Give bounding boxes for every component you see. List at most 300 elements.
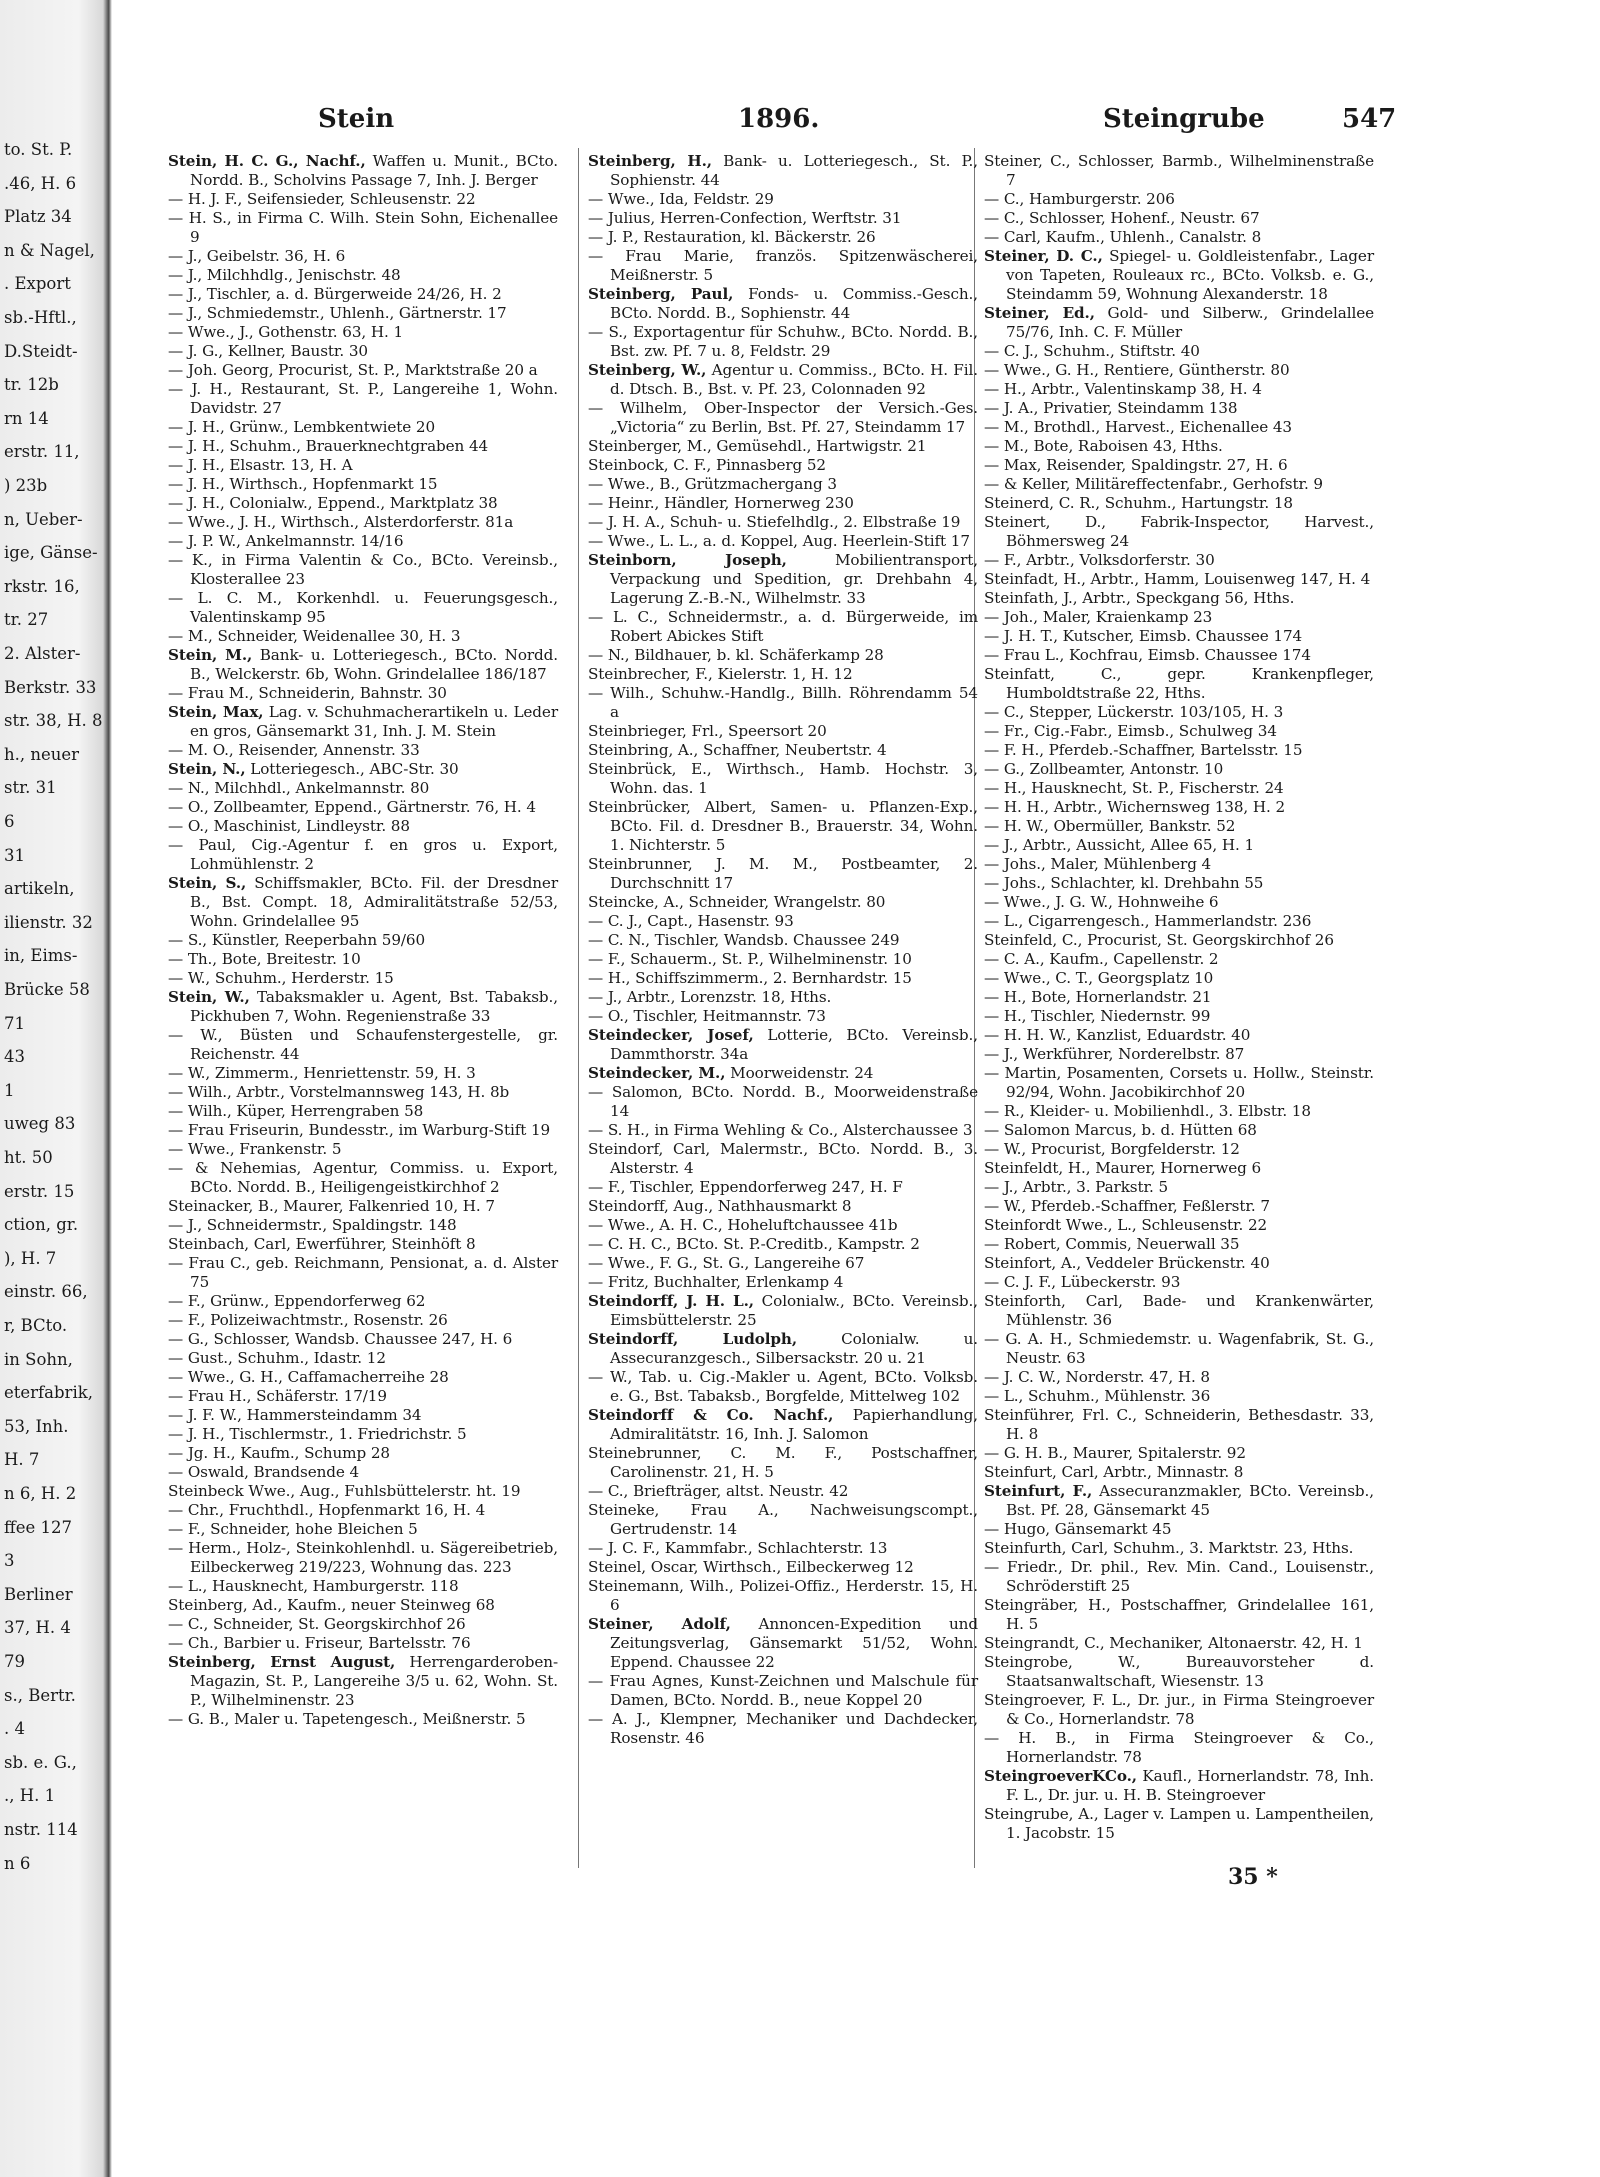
entry-text: Bank- u. Lotteriegesch., BCto. Nordd. B., Welckerstr. 6b, Wohn. Grindelallee 186/187 (190, 646, 559, 683)
entry-text: — J. H., Tischlermstr., 1. Friedrichstr. 5 (168, 1425, 467, 1443)
entry-text: — C. J., Schuhm., Stiftstr. 40 (984, 342, 1200, 360)
directory-entry (588, 1064, 978, 1083)
directory-entry (168, 1444, 558, 1463)
entry-text: — F., Polizeiwachtmstr., Rosenstr. 26 (168, 1311, 448, 1329)
entry-text: — F., Schneider, hohe Bleichen 5 (168, 1520, 418, 1538)
entry-text: — G. A. H., Schmiedemstr. u. Wagenfabrik, St. G., Neustr. 63 (984, 1330, 1374, 1367)
entry-text: — C., Schlosser, Hohenf., Neustr. 67 (984, 209, 1260, 227)
fragment-line: ., H. 1 (4, 1786, 56, 1806)
directory-entry (168, 1311, 558, 1330)
entry-name: Stein, H. C. G., Nachf., (168, 152, 366, 170)
entry-name: Steindorff & Co. Nachf., (588, 1406, 834, 1424)
entry-text: — J. F. W., Hammersteindamm 34 (168, 1406, 422, 1424)
directory-entry (168, 1254, 558, 1292)
fragment-line: r, BCto. (4, 1316, 68, 1335)
directory-entry (168, 760, 558, 779)
directory-entry (168, 1596, 558, 1615)
entry-text: — Frau L., Kochfrau, Eimsb. Chaussee 174 (984, 646, 1311, 664)
directory-entry (168, 1121, 558, 1140)
directory-entry (588, 893, 978, 912)
directory-entry (984, 456, 1374, 475)
entry-text: — J. G., Kellner, Baustr. 30 (168, 342, 368, 360)
entry-text: — W., Büsten und Schaufenstergestelle, gr. Reichenstr. 44 (168, 1026, 558, 1063)
fragment-line: ) 23b (4, 476, 48, 495)
entry-text: Lag. v. Schuhmacherartikeln u. Leder en gros, Gänsemarkt 31, Inh. J. M. Stein (190, 703, 558, 740)
entry-text: — F., Tischler, Eppendorferweg 247, H. F (588, 1178, 903, 1196)
entry-text: — S. H., in Firma Wehling & Co., Alsterchaussee 3 (588, 1121, 973, 1139)
entry-text: — Salomon Marcus, b. d. Hütten 68 (984, 1121, 1257, 1139)
entry-text: — Frau M., Schneiderin, Bahnstr. 30 (168, 684, 447, 702)
entry-text: — C. H. C., BCto. St. P.-Creditb., Kampstr. 2 (588, 1235, 920, 1253)
entry-text: — J. H., Grünw., Lembkentwiete 20 (168, 418, 436, 436)
fragment-line: ), H. 7 (4, 1248, 57, 1268)
directory-entry (984, 627, 1374, 646)
entry-text: — Wilh., Arbtr., Vorstelmannsweg 143, H. 8b (168, 1083, 510, 1101)
directory-entry (588, 1710, 978, 1748)
entry-text: — W., Pferdeb.-Schaffner, Feßlerstr. 7 (984, 1197, 1270, 1215)
fragment-line: Platz 34 (4, 207, 72, 227)
directory-entry (588, 1254, 978, 1273)
directory-entry (984, 1444, 1374, 1463)
entry-text: Steinführer, Frl. C., Schneiderin, Bethesdastr. 33, H. 8 (984, 1406, 1374, 1443)
directory-entry (588, 1444, 978, 1482)
directory-entry (588, 190, 978, 209)
directory-entry (588, 1615, 978, 1672)
directory-entry (984, 779, 1374, 798)
directory-entry (588, 1577, 978, 1615)
directory-entry (168, 437, 558, 456)
entry-name: Steindecker, M., (588, 1064, 726, 1082)
entry-text: Steinemann, Wilh., Polizei-Offiz., Herderstr. 15, H. 6 (588, 1577, 978, 1614)
directory-entry (168, 1349, 558, 1368)
directory-entry (168, 1197, 558, 1216)
entry-text: — H. S., in Firma C. Wilh. Stein Sohn, Eichenallee 9 (168, 209, 558, 246)
directory-entry (984, 1558, 1374, 1596)
entry-text: — J., Geibelstr. 36, H. 6 (168, 247, 346, 265)
entry-text: — Wwe., G. H., Caffamacherreihe 28 (168, 1368, 449, 1386)
directory-entry (168, 874, 558, 931)
directory-entry (588, 798, 978, 855)
directory-entry (168, 988, 558, 1026)
directory-entry (168, 380, 558, 418)
entry-text: — Frau H., Schäferstr. 17/19 (168, 1387, 387, 1405)
directory-entry (588, 1672, 978, 1710)
page-header (118, 104, 1528, 144)
entry-text: Steinel, Oscar, Wirthsch., Eilbeckerweg 12 (588, 1558, 914, 1576)
directory-entry (168, 1216, 558, 1235)
entry-name: Steindorff, Ludolph, (588, 1330, 798, 1348)
entry-text: — R., Kleider- u. Mobilienhdl., 3. Elbstr. 18 (984, 1102, 1311, 1120)
entry-text: — J. C. F., Kammfabr., Schlachterstr. 13 (588, 1539, 888, 1557)
entry-text: Steinbrecher, F., Kielerstr. 1, H. 12 (588, 665, 853, 683)
directory-entry (984, 190, 1374, 209)
fragment-line: 6 (4, 812, 15, 831)
entry-text: Steinbrieger, Frl., Speersort 20 (588, 722, 827, 740)
entry-text: — Frau Marie, französ. Spitzenwäscherei, Meißnerstr. 5 (588, 247, 978, 284)
directory-entry (168, 1615, 558, 1634)
entry-text: — Wwe., C. T., Georgsplatz 10 (984, 969, 1214, 987)
directory-entry (984, 209, 1374, 228)
entry-text: — Joh. Georg, Procurist, St. P., Marktstraße 20 a (168, 361, 538, 379)
directory-entry (168, 589, 558, 627)
entry-text: — W., Schuhm., Herderstr. 15 (168, 969, 394, 987)
directory-entry (984, 893, 1374, 912)
entry-text: — C. J., Capt., Hasenstr. 93 (588, 912, 794, 930)
directory-entry (168, 1368, 558, 1387)
entry-text: Bank- u. Lotteriegesch., St. P., Sophienstr. 44 (610, 152, 978, 189)
fragment-line: n 6 (4, 1853, 31, 1873)
entry-text: Mobilientransport, Verpackung und Spedition, gr. Drehbahn 4, Lagerung Z.-B.-N., Wilhelmstr. 33 (610, 551, 978, 607)
directory-entry (588, 1235, 978, 1254)
directory-entry (984, 817, 1374, 836)
entry-text: Lotteriegesch., ABC-Str. 30 (250, 760, 459, 778)
directory-entry (984, 1539, 1374, 1558)
entry-text: — Wilh., Schuhw.-Handlg., Billh. Röhrendamm 54 a (588, 684, 978, 721)
entry-text: — G. H. B., Maurer, Spitalerstr. 92 (984, 1444, 1246, 1462)
entry-text: — J., Arbtr., 3. Parkstr. 5 (984, 1178, 1169, 1196)
entry-text: Steinbeck Wwe., Aug., Fuhlsbüttelerstr. ht. 19 (168, 1482, 521, 1500)
directory-entry (588, 532, 978, 551)
directory-entry (984, 418, 1374, 437)
directory-entry (588, 1406, 978, 1444)
directory-entry (984, 1463, 1374, 1482)
directory-entry (984, 912, 1374, 931)
directory-entry (168, 798, 558, 817)
directory-entry (984, 1330, 1374, 1368)
fragment-line: n, Ueber- (4, 509, 83, 529)
directory-entry (984, 969, 1374, 988)
fragment-line: tr. 12b (4, 375, 59, 395)
directory-entry (588, 1121, 978, 1140)
entry-text: — Robert, Commis, Neuerwall 35 (984, 1235, 1240, 1253)
fragment-line: in, Eims- (4, 946, 78, 966)
entry-text: — F., Schauerm., St. P., Wilhelminenstr. 10 (588, 950, 912, 968)
directory-entry (588, 475, 978, 494)
entry-text: Steingroever, F. L., Dr. jur., in Firma Steingroever & Co., Hornerlandstr. 78 (984, 1691, 1374, 1728)
entry-text: — Frau C., geb. Reichmann, Pensionat, a. d. Alster 75 (168, 1254, 558, 1291)
directory-entry (588, 1178, 978, 1197)
entry-text: Steinbrücker, Albert, Samen- u. Pflanzen-Exp., BCto. Fil. d. Dresdner B., Brauerstr. 34, Wohn. 1. Nichterstr. 5 (588, 798, 978, 854)
entry-text: — Joh., Maler, Kraienkamp 23 (984, 608, 1213, 626)
entry-text: Steinbach, Carl, Ewerführer, Steinhöft 8 (168, 1235, 476, 1253)
fragment-line: n 6, H. 2 (4, 1484, 77, 1503)
entry-text: — Ch., Barbier u. Friseur, Bartelsstr. 76 (168, 1634, 471, 1652)
directory-entry (588, 1482, 978, 1501)
directory-entry (168, 152, 558, 190)
column-2 (588, 152, 978, 1748)
directory-entry (588, 608, 978, 646)
entry-text: — C., Hamburgerstr. 206 (984, 190, 1175, 208)
entry-text: — J. H., Wirthsch., Hopfenmarkt 15 (168, 475, 438, 493)
directory-entry (588, 1330, 978, 1368)
fragment-line: rkstr. 16, (4, 576, 80, 596)
directory-entry (984, 361, 1374, 380)
directory-entry (168, 247, 558, 266)
directory-entry (984, 1767, 1374, 1805)
entry-text: — Hugo, Gänsemarkt 45 (984, 1520, 1172, 1538)
directory-entry (168, 741, 558, 760)
directory-entry (168, 1159, 558, 1197)
entry-text: — C. J. F., Lübeckerstr. 93 (984, 1273, 1181, 1291)
entry-text: — H. B., in Firma Steingroever & Co., Hornerlandstr. 78 (984, 1729, 1374, 1766)
entry-text: Steinfurth, Carl, Schuhm., 3. Marktstr. 23, Hths. (984, 1539, 1354, 1557)
directory-entry (588, 931, 978, 950)
entry-text: Steinfath, J., Arbtr., Speckgang 56, Hths. (984, 589, 1295, 607)
directory-entry (588, 456, 978, 475)
entry-text: — N., Bildhauer, b. kl. Schäferkamp 28 (588, 646, 884, 664)
entry-text: — L. C. M., Korkenhdl. u. Feuerungsgesch., Valentinskamp 95 (168, 589, 558, 626)
directory-entry (168, 931, 558, 950)
entry-text: — Wwe., Ida, Feldstr. 29 (588, 190, 774, 208)
entry-text: Assecuranzmakler, BCto. Vereinsb., Bst. Pf. 28, Gänsemarkt 45 (1006, 1482, 1374, 1519)
directory-entry (984, 1387, 1374, 1406)
fragment-line: ht. 50 (4, 1148, 53, 1167)
fragment-line: ction, gr. (4, 1215, 79, 1235)
directory-entry (168, 1064, 558, 1083)
entry-text: — Wwe., G. H., Rentiere, Güntherstr. 80 (984, 361, 1290, 379)
entry-text: — Martin, Posamenten, Corsets u. Hollw., Steinstr. 92/94, Wohn. Jacobikirchhof 20 (984, 1064, 1374, 1101)
fragment-line: . Export (4, 274, 71, 294)
entry-text: — Wilh., Küper, Herrengraben 58 (168, 1102, 424, 1120)
fragment-line: tr. 27 (4, 610, 49, 630)
header-left-keyword: Stein (318, 104, 395, 134)
directory-entry (984, 988, 1374, 1007)
header-right-keyword: Steingrube (1103, 104, 1265, 134)
directory-entry (168, 1140, 558, 1159)
directory-entry (588, 741, 978, 760)
directory-entry (168, 209, 558, 247)
directory-entry (168, 1330, 558, 1349)
entry-name: Steinfurt, F., (984, 1482, 1093, 1500)
entry-text: — J. H., Colonialw., Eppend., Marktplatz 38 (168, 494, 498, 512)
directory-entry (588, 1558, 978, 1577)
entry-text: — F. H., Pferdeb.-Schaffner, Bartelsstr. 15 (984, 741, 1303, 759)
directory-entry (984, 1064, 1374, 1102)
column-3 (984, 152, 1374, 1843)
fragment-line: sb.-Hftl., (4, 308, 77, 327)
page-number: 547 (1342, 104, 1397, 134)
entry-text: — O., Zollbeamter, Eppend., Gärtnerstr. 76, H. 4 (168, 798, 536, 816)
entry-text: Steingrandt, C., Mechaniker, Altonaerstr. 42, H. 1 (984, 1634, 1363, 1652)
directory-entry (984, 1197, 1374, 1216)
entry-text: Papierhandlung, Admiralitätstr. 16, Inh. J. Salomon (610, 1406, 978, 1443)
fragment-line: uweg 83 (4, 1114, 76, 1134)
entry-text: — Chr., Fruchthdl., Hopfenmarkt 16, H. 4 (168, 1501, 486, 1519)
fragment-line: Berliner (4, 1584, 73, 1604)
directory-entry (168, 285, 558, 304)
entry-text: Steincke, A., Schneider, Wrangelstr. 80 (588, 893, 886, 911)
directory-entry (984, 1273, 1374, 1292)
directory-entry (984, 1634, 1374, 1653)
directory-entry (984, 703, 1374, 722)
entry-text: — J., Werkführer, Norderelbstr. 87 (984, 1045, 1245, 1063)
entry-text: Steinfadt, H., Arbtr., Hamm, Louisenweg 147, H. 4 (984, 570, 1371, 588)
entry-text: Colonialw. u. Assecuranzgesch., Silbersackstr. 20 u. 21 (610, 1330, 978, 1367)
directory-entry (984, 1482, 1374, 1520)
directory-entry (984, 931, 1374, 950)
directory-entry (168, 684, 558, 703)
directory-entry (984, 1653, 1374, 1691)
entry-text: Steinfeldt, H., Maurer, Hornerweg 6 (984, 1159, 1262, 1177)
directory-entry (168, 627, 558, 646)
entry-text: — H. H., Arbtr., Wichernsweg 138, H. 2 (984, 798, 1286, 816)
directory-entry (984, 1292, 1374, 1330)
entry-text: Schiffsmakler, BCto. Fil. der Dresdner B., Bst. Compt. 18, Admiralitätstraße 52/53, Wohn. Grindelallee 95 (190, 874, 558, 930)
directory-entry (984, 1026, 1374, 1045)
directory-entry (984, 760, 1374, 779)
directory-entry (588, 209, 978, 228)
entry-text: Steingräber, H., Postschaffner, Grindelallee 161, H. 5 (984, 1596, 1374, 1633)
directory-entry (168, 1501, 558, 1520)
directory-entry (984, 494, 1374, 513)
directory-entry (168, 1235, 558, 1254)
entry-text: — Friedr., Dr. phil., Rev. Min. Cand., Louisenstr., Schröderstift 25 (984, 1558, 1374, 1595)
directory-entry (984, 874, 1374, 893)
directory-entry (588, 1273, 978, 1292)
entry-text: — Wwe., J., Gothenstr. 63, H. 1 (168, 323, 404, 341)
directory-entry (984, 1691, 1374, 1729)
directory-entry (168, 361, 558, 380)
fragment-line: .46, H. 6 (4, 173, 77, 193)
entry-text: — S., Künstler, Reeperbahn 59/60 (168, 931, 426, 949)
entry-text: — F., Grünw., Eppendorferweg 62 (168, 1292, 426, 1310)
entry-name: Steinberg, Paul, (588, 285, 734, 303)
entry-text: Steinbring, A., Schaffner, Neubertstr. 4 (588, 741, 887, 759)
entry-text: — M., Brothdl., Harvest., Eichenallee 43 (984, 418, 1292, 436)
fragment-line: sb. e. G., (4, 1752, 77, 1772)
directory-entry (168, 779, 558, 798)
directory-entry (168, 418, 558, 437)
entry-text: Steingrube, A., Lager v. Lampen u. Lampentheilen, 1. Jacobstr. 15 (984, 1805, 1374, 1842)
directory-entry (588, 1216, 978, 1235)
entry-name: Steindorff, J. H. L., (588, 1292, 754, 1310)
entry-text: — G., Schlosser, Wandsb. Chaussee 247, H. 6 (168, 1330, 513, 1348)
fragment-line: 2. Alster- (4, 644, 81, 663)
fragment-line: 79 (4, 1652, 25, 1671)
directory-entry (168, 1102, 558, 1121)
directory-entry (168, 836, 558, 874)
directory-entry (588, 1501, 978, 1539)
directory-entry (588, 722, 978, 741)
entry-name: SteingroeverKCo., (984, 1767, 1137, 1785)
entry-text: — C., Stepper, Lückerstr. 103/105, H. 3 (984, 703, 1284, 721)
entry-text: — J. P., Restauration, kl. Bäckerstr. 26 (588, 228, 876, 246)
fragment-line: n & Nagel, (4, 240, 95, 260)
entry-name: Steinborn, Joseph, (588, 551, 787, 569)
entry-text: — C. A., Kaufm., Capellenstr. 2 (984, 950, 1219, 968)
directory-entry (168, 1406, 558, 1425)
entry-text: — Johs., Schlachter, kl. Drehbahn 55 (984, 874, 1264, 892)
directory-entry (984, 1045, 1374, 1064)
fragment-line: 1 (4, 1080, 15, 1100)
entry-text: — Julius, Herren-Confection, Werftstr. 31 (588, 209, 902, 227)
entry-text: — Wwe., Frankenstr. 5 (168, 1140, 342, 1158)
entry-text: Annoncen-Expedition und Zeitungsverlag, Gänsemarkt 51/52, Wohn. Eppend. Chaussee 22 (610, 1615, 978, 1671)
entry-text: — Frau Friseurin, Bundesstr., im Warburg-Stift 19 (168, 1121, 551, 1139)
directory-entry (984, 589, 1374, 608)
fragment-line: D.Steidt- (4, 341, 78, 361)
entry-name: Stein, M., (168, 646, 253, 664)
entry-text: — W., Zimmerm., Henriettenstr. 59, H. 3 (168, 1064, 476, 1082)
directory-entry (984, 380, 1374, 399)
entry-text: — J., Schneidermstr., Spaldingstr. 148 (168, 1216, 457, 1234)
fragment-line: rn 14 (4, 408, 49, 428)
entry-name: Steiner, Ed., (984, 304, 1095, 322)
entry-text: — Wilhelm, Ober-Inspector der Versich.-Ges. „Victoria“ zu Berlin, Bst. Pf. 27, Steindamm 17 (588, 399, 978, 436)
fragment-line: 53, Inh. (4, 1416, 69, 1436)
directory-entry (588, 1539, 978, 1558)
entry-text: — H., Schiffszimmerm., 2. Bernhardstr. 15 (588, 969, 912, 987)
entry-text: Steinerd, C. R., Schuhm., Hartungstr. 18 (984, 494, 1293, 512)
entry-text: — J. H., Schuhm., Brauerknechtgraben 44 (168, 437, 489, 455)
directory-entry (588, 228, 978, 247)
entry-text: — O., Tischler, Heitmannstr. 73 (588, 1007, 826, 1025)
entry-name: Steiner, Adolf, (588, 1615, 731, 1633)
header-year: 1896. (738, 104, 820, 134)
directory-entry (588, 513, 978, 532)
fragment-line: H. 7 (4, 1450, 40, 1470)
directory-entry (984, 152, 1374, 190)
entry-name: Steiner, D. C., (984, 247, 1103, 265)
entry-name: Steinberg, Ernst August, (168, 1653, 396, 1671)
entry-text: — H. W., Obermüller, Bankstr. 52 (984, 817, 1236, 835)
directory-entry (588, 950, 978, 969)
directory-entry (588, 1368, 978, 1406)
entry-text: — O., Maschinist, Lindleystr. 88 (168, 817, 410, 835)
directory-entry (984, 399, 1374, 418)
fragment-line: s., Bertr. (4, 1685, 76, 1705)
directory-entry (984, 304, 1374, 342)
fragment-line: Brücke 58 (4, 980, 90, 999)
entry-text: Steinfordt Wwe., L., Schleusenstr. 22 (984, 1216, 1268, 1234)
directory-entry (168, 342, 558, 361)
directory-entry (588, 361, 978, 399)
entry-text: — J., Milchhdlg., Jenischstr. 48 (168, 266, 401, 284)
fragment-line: nstr. 114 (4, 1820, 78, 1839)
entry-text: — M. O., Reisender, Annenstr. 33 (168, 741, 420, 759)
directory-entry (984, 1406, 1374, 1444)
fragment-line: ige, Gänse- (4, 543, 98, 563)
directory-entry (168, 1463, 558, 1482)
directory-entry (588, 646, 978, 665)
directory-entry (168, 646, 558, 684)
directory-entry (984, 1159, 1374, 1178)
directory-entry (168, 1425, 558, 1444)
fragment-line: 31 (4, 845, 25, 865)
directory-entry (588, 1007, 978, 1026)
entry-text: — J. H., Elsastr. 13, H. A (168, 456, 353, 474)
entry-text: — Wwe., F. G., St. G., Langereihe 67 (588, 1254, 865, 1272)
entry-text: — J. C. W., Norderstr. 47, H. 8 (984, 1368, 1210, 1386)
entry-name: Stein, N., (168, 760, 246, 778)
fragment-line: to. St. P. (4, 140, 73, 159)
directory-entry (984, 1254, 1374, 1273)
column-divider (578, 148, 579, 1868)
directory-entry (588, 760, 978, 798)
entry-text: — W., Tab. u. Cig.-Makler u. Agent, BCto. Volksb. e. G., Bst. Tabaksb., Borgfelde, Mittelweg 102 (588, 1368, 978, 1405)
directory-entry (984, 1235, 1374, 1254)
directory-entry (168, 456, 558, 475)
entry-text: — F., Arbtr., Volksdorferstr. 30 (984, 551, 1215, 569)
directory-entry (984, 513, 1374, 551)
entry-text: — Max, Reisender, Spaldingstr. 27, H. 6 (984, 456, 1288, 474)
directory-entry (984, 608, 1374, 627)
directory-entry (588, 399, 978, 437)
entry-text: Moorweidenstr. 24 (730, 1064, 874, 1082)
entry-text: — J. H., Restaurant, St. P., Langereihe 1, Wohn. Davidstr. 27 (168, 380, 558, 417)
entry-text: Fonds- u. Commiss.-Gesch., BCto. Nordd. B., Sophienstr. 44 (610, 285, 978, 322)
entry-text: Herrengarderoben-Magazin, St. P., Langereihe 3/5 u. 62, Wohn. St. P., Wilhelminenstr. 23 (190, 1653, 558, 1709)
